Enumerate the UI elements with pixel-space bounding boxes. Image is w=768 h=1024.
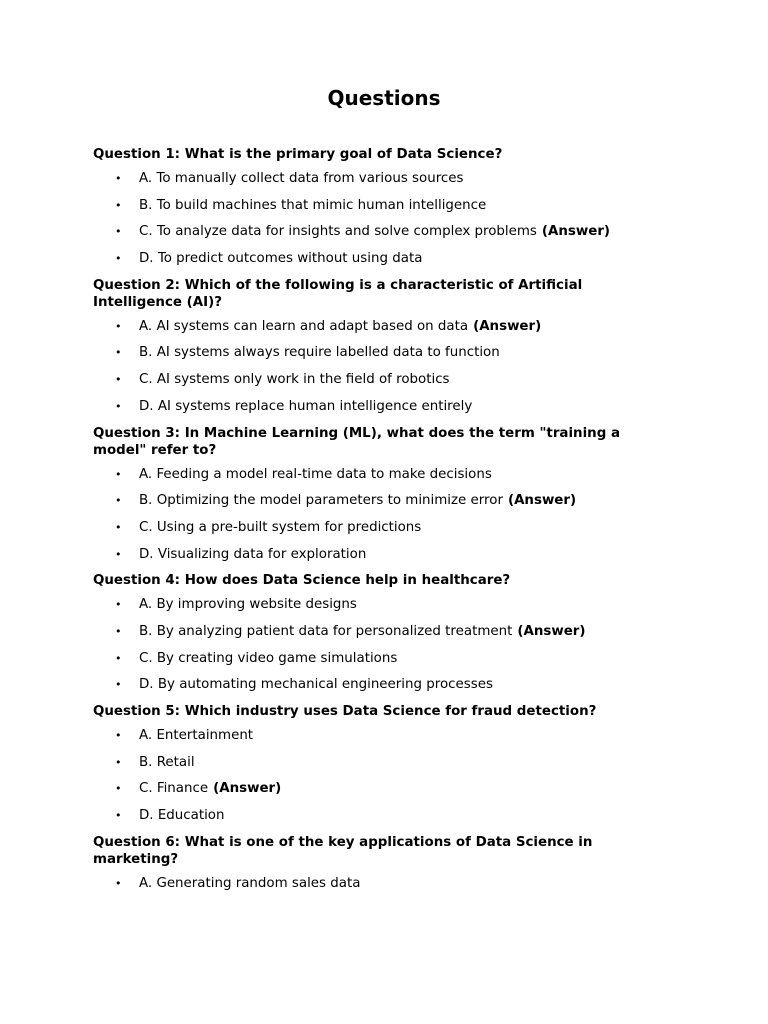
option-text: D. Education xyxy=(139,808,225,824)
option-item xyxy=(93,727,668,744)
question-text: Question 6: What is one of the key applications of Data Science in marketing? xyxy=(93,834,593,867)
bullet-icon: • xyxy=(115,467,122,481)
option-text: B. To build machines that mimic human intelligence xyxy=(139,197,487,213)
bullet-icon: • xyxy=(115,755,122,769)
option-list xyxy=(93,318,668,415)
option-item xyxy=(93,546,668,563)
question-text: Question 2: Which of the following is a characteristic of Artificial Intelligence (AI)? xyxy=(93,277,583,310)
option-text: A. Generating random sales data xyxy=(139,875,361,891)
option-text: B. Optimizing the model parameters to minimize error xyxy=(139,493,503,509)
option-text: C. Using a pre-built system for predictions xyxy=(139,519,422,535)
option-text: B. Retail xyxy=(139,754,195,770)
bullet-icon: • xyxy=(115,319,122,333)
page-title: Questions xyxy=(327,86,441,110)
answer-tag: (Answer) xyxy=(507,493,577,509)
option-text: D. By automating mechanical engineering processes xyxy=(139,677,493,693)
question-list xyxy=(93,146,668,901)
bullet-icon: • xyxy=(115,547,122,561)
bullet-icon: • xyxy=(115,172,122,185)
option-text: C. To analyze data for insights and solve complex problems xyxy=(139,224,537,240)
bullet-icon: • xyxy=(115,225,122,239)
question-text: Question 1: What is the primary goal of Data Science? xyxy=(93,147,503,162)
option-text: D. To predict outcomes without using data xyxy=(139,251,423,267)
question-block xyxy=(93,572,668,693)
option-text: B. By analyzing patient data for personalized treatment xyxy=(139,623,513,639)
option-item xyxy=(93,676,668,693)
answer-tag: (Answer) xyxy=(517,623,586,639)
bullet-icon: • xyxy=(115,809,122,823)
bullet-icon: • xyxy=(115,651,122,665)
option-text: C. AI systems only work in the field of robotics xyxy=(139,372,450,388)
option-text: D. Visualizing data for exploration xyxy=(139,546,367,562)
bullet-icon: • xyxy=(115,876,122,890)
bullet-icon: • xyxy=(115,252,122,266)
option-item xyxy=(93,197,668,214)
bullet-icon: • xyxy=(115,346,122,360)
option-item xyxy=(93,250,668,267)
option-item xyxy=(93,650,668,667)
option-item xyxy=(93,492,668,509)
option-text: C. By creating video game simulations xyxy=(139,650,398,666)
option-item xyxy=(93,318,668,335)
option-text: A. To manually collect data from various sources xyxy=(139,171,464,186)
option-item xyxy=(93,780,668,797)
option-item xyxy=(93,623,668,640)
option-item xyxy=(93,170,668,187)
option-item xyxy=(93,398,668,415)
bullet-icon: • xyxy=(115,198,122,212)
bullet-icon: • xyxy=(115,782,122,796)
option-item xyxy=(93,754,668,771)
question-text: Question 5: Which industry uses Data Science for fraud detection? xyxy=(93,704,597,719)
option-text: C. Finance xyxy=(139,781,209,797)
option-text: B. AI systems always require labelled data to function xyxy=(139,345,500,361)
bullet-icon: • xyxy=(115,373,122,387)
question-text: Question 3: In Machine Learning (ML), what does the term "training a model" refer to? xyxy=(93,425,620,458)
option-text: A. Entertainment xyxy=(139,728,254,743)
bullet-icon: • xyxy=(115,598,122,612)
question-text: Question 4: How does Data Science help in healthcare? xyxy=(93,573,511,589)
bullet-icon: • xyxy=(115,399,122,413)
option-item xyxy=(93,223,668,240)
option-item xyxy=(93,807,668,824)
option-text: A. By improving website designs xyxy=(139,597,357,613)
answer-tag: (Answer) xyxy=(473,318,542,334)
bullet-icon: • xyxy=(115,624,122,638)
answer-tag: (Answer) xyxy=(213,781,282,797)
option-item xyxy=(93,519,668,536)
option-item xyxy=(93,596,668,613)
question-block xyxy=(93,277,668,415)
option-list xyxy=(93,170,668,267)
bullet-icon: • xyxy=(115,520,122,534)
option-list xyxy=(93,875,668,892)
option-list xyxy=(93,466,668,563)
option-list xyxy=(93,727,668,824)
bullet-icon: • xyxy=(115,494,122,508)
option-list xyxy=(93,596,668,693)
option-item xyxy=(93,875,668,892)
option-text: A. AI systems can learn and adapt based on data xyxy=(139,318,469,334)
bullet-icon: • xyxy=(115,729,122,742)
option-item xyxy=(93,344,668,361)
option-item xyxy=(93,371,668,388)
question-block xyxy=(93,146,668,267)
answer-tag: (Answer) xyxy=(541,224,611,240)
bullet-icon: • xyxy=(115,678,122,692)
question-block xyxy=(93,834,668,892)
option-item xyxy=(93,466,668,483)
question-block xyxy=(93,703,668,824)
question-block xyxy=(93,425,668,563)
option-text: D. AI systems replace human intelligence entirely xyxy=(139,398,473,414)
option-text: A. Feeding a model real-time data to make decisions xyxy=(139,466,492,482)
